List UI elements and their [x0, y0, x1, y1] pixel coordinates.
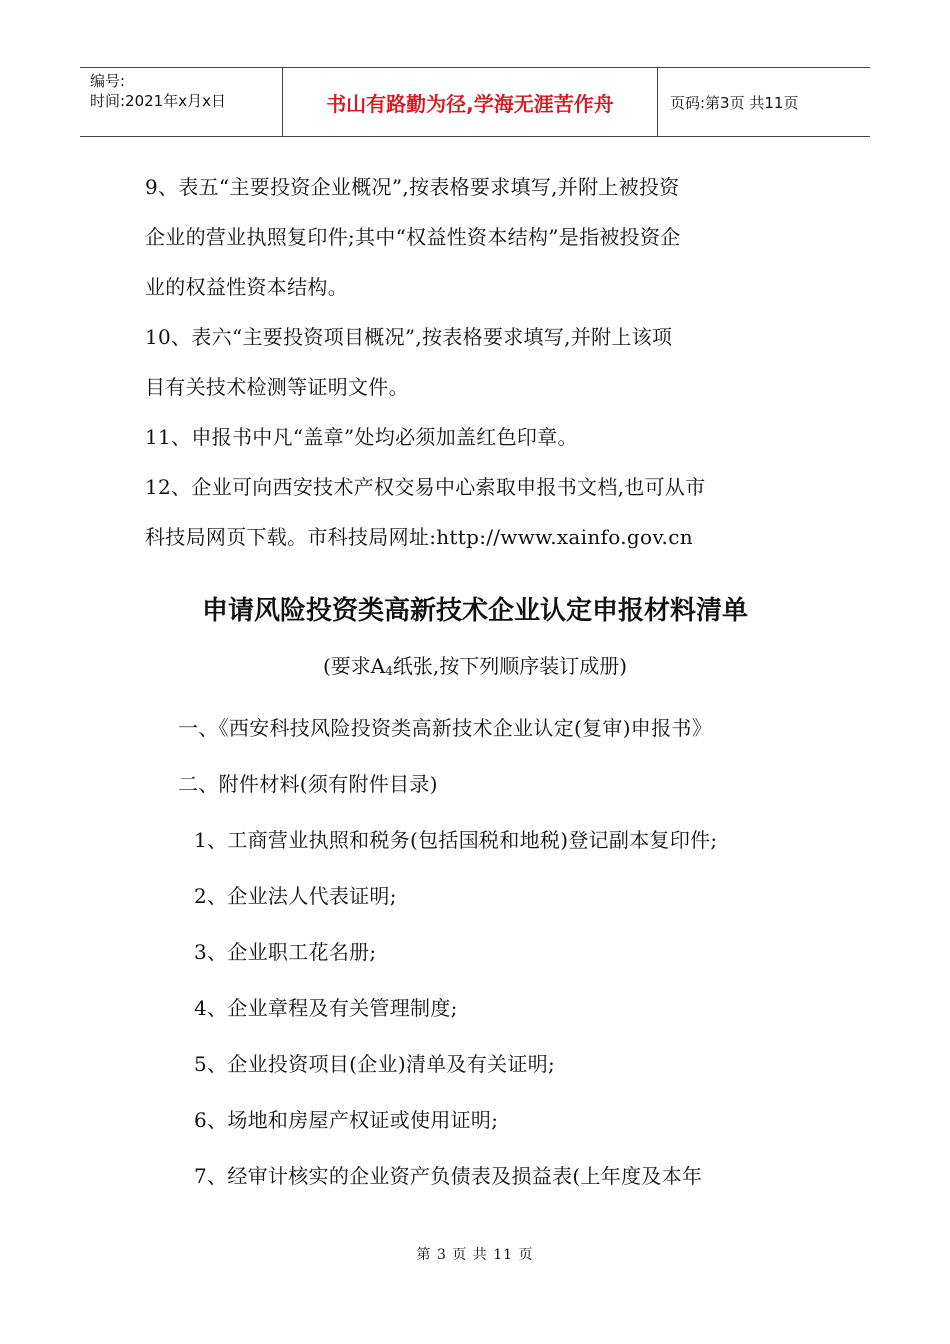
subtitle-subscript: 4: [385, 664, 393, 678]
page-footer: 第 3 页 共 11 页: [416, 1247, 534, 1263]
list-item: 5、企业投资项目(企业)清单及有关证明;: [194, 1052, 556, 1076]
paragraph-line: 10、表六“主要投资项目概况”,按表格要求填写,并附上该项: [145, 325, 673, 349]
header-motto: 书山有路勤为径,学海无涯苦作舟: [283, 68, 658, 136]
header-meta: [80, 68, 283, 136]
list-item: 4、企业章程及有关管理制度;: [194, 996, 458, 1020]
paragraph-line: 12、企业可向西安技术产权交易中心索取申报书文档,也可从市: [145, 475, 706, 499]
paragraph-line: 11、申报书中凡“盖章”处均必须加盖红色印章。: [145, 425, 578, 449]
list-item: 7、经审计核实的企业资产负债表及损益表(上年度及本年: [194, 1164, 703, 1188]
paragraph-line: 业的权益性资本结构。: [145, 275, 348, 299]
header-page-number: 页码:第3页 共11页: [670, 93, 799, 112]
list-item: 一、《西安科技风险投资类高新技术企业认定(复审)申报书》: [178, 716, 713, 740]
subtitle-after: 纸张,按下列顺序装订成册): [392, 654, 628, 678]
list-item: 二、附件材料(须有附件目录): [178, 772, 438, 796]
materials-list: [178, 700, 878, 1204]
paragraph-line: 9、表五“主要投资企业概况”,按表格要求填写,并附上被投资: [145, 175, 680, 199]
list-item: 3、企业职工花名册;: [194, 940, 377, 964]
section-title: 申请风险投资类高新技术企业认定申报材料清单: [201, 596, 748, 626]
document-number-label: 编号:: [90, 72, 126, 90]
section-subtitle: [0, 650, 950, 679]
list-item: 1、工商营业执照和税务(包括国税和地税)登记副本复印件;: [194, 828, 718, 852]
paragraph-line: 科技局网页下载。市科技局网址:http://www.xainfo.gov.cn: [145, 525, 693, 549]
page-header: [80, 67, 870, 137]
paragraph-line: 目有关技术检测等证明文件。: [145, 375, 409, 399]
paragraph-line: 企业的营业执照复印件;其中“权益性资本结构”是指被投资企: [145, 225, 681, 249]
list-item: 2、企业法人代表证明;: [194, 884, 397, 908]
document-time-label: 时间:2021年x月x日: [90, 92, 226, 110]
instructions-section: [145, 162, 805, 562]
list-item: 6、场地和房屋产权证或使用证明;: [194, 1108, 499, 1132]
subtitle-before: (要求A: [322, 654, 386, 678]
